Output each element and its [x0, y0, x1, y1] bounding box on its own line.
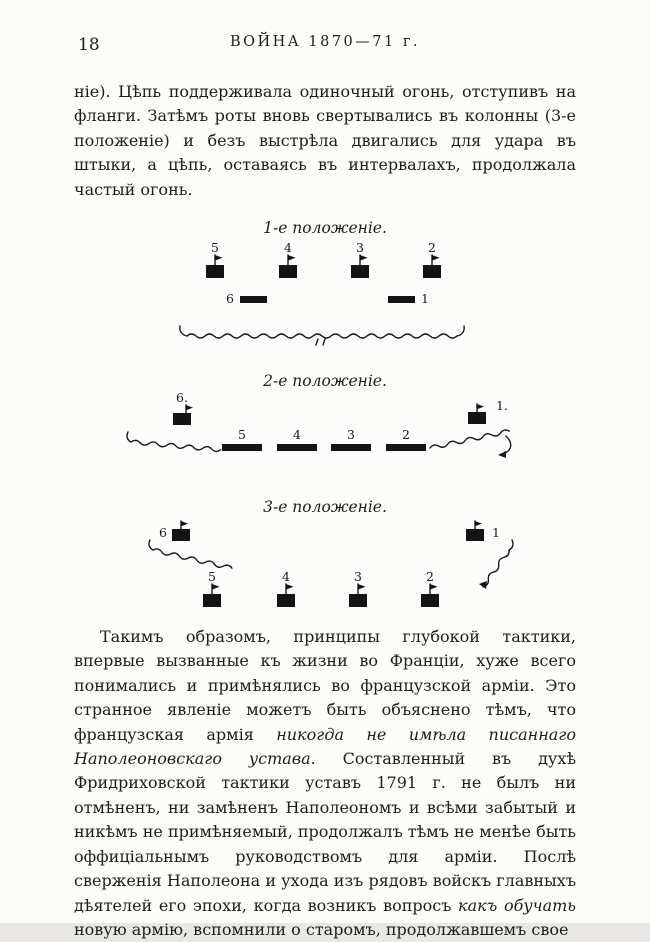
movement-arrow [505, 436, 511, 453]
skirmish-wave-icon [187, 334, 457, 338]
reserve-bar-icon [240, 296, 267, 303]
unit-label: 6 [226, 291, 234, 307]
diagram-caption-2: 2-е положеніе. [263, 372, 387, 391]
unit-label: 5 [208, 569, 216, 585]
unit-column [277, 569, 295, 607]
unit-column [421, 569, 439, 607]
unit-square-icon [421, 594, 439, 607]
reserve-battalions [226, 291, 429, 306]
reserve-bar-icon [388, 296, 415, 303]
unit-label: 5 [238, 427, 246, 443]
line-bar-icon [277, 444, 317, 451]
right-flank-unit [466, 521, 513, 589]
pennant-icon [477, 404, 484, 409]
diagram-3-formation [0, 518, 650, 613]
arrowhead-icon [498, 451, 506, 458]
skirmish-wave-icon [131, 440, 221, 452]
unit-square-icon [423, 265, 441, 278]
unit-label: 3 [347, 427, 355, 443]
line-bar-icon [386, 444, 426, 451]
unit-label: 6 [159, 525, 167, 541]
unit-square-icon [172, 529, 190, 541]
unit-square-icon [206, 265, 224, 278]
pennant-icon [360, 255, 368, 261]
unit-label: 3 [356, 240, 364, 256]
pennant-icon [181, 521, 188, 526]
skirmish-chain [180, 326, 464, 345]
unit-column [279, 240, 297, 278]
unit-label: 2 [426, 569, 434, 585]
unit-square-icon [173, 413, 191, 425]
skirmish-wave-icon [153, 548, 233, 570]
unit-label: 4 [293, 427, 301, 443]
pennant-icon [215, 255, 223, 261]
skirmish-chain [127, 429, 511, 458]
chain-end-curl [149, 540, 153, 550]
diagram-2-formation [0, 392, 650, 487]
unit-column [203, 569, 221, 607]
pennant-icon [475, 521, 482, 526]
unit-column [423, 240, 441, 278]
running-title: ВОЙНА 1870—71 г. [229, 34, 421, 50]
diagram-caption-3: 3-е положеніе. [263, 498, 387, 517]
chain-end-curl [180, 326, 187, 336]
tick-mark [323, 339, 325, 345]
page-header-row [0, 34, 650, 58]
unit-label: 4 [282, 569, 290, 585]
unit-label: 3 [354, 569, 362, 585]
unit-square-icon [468, 412, 486, 424]
unit-label: 1 [421, 291, 429, 307]
left-flank-unit [173, 390, 193, 425]
page-number: 18 [78, 35, 100, 55]
unit-square-icon [351, 265, 369, 278]
body-paragraph: ніе). Цѣпь поддерживала одиночный огонь, отступивъ на фланги. Затѣмъ роты вновь свертывались въ колонны (3-е положеніе) и безъ выстрѣла двигались для удара въ штыки, а цѣпь, оставаясь въ интервалахъ, продолжала частый огонь. [74, 82, 576, 199]
chain-end-curl [509, 540, 513, 550]
unit-label: 1. [496, 398, 508, 414]
body-paragraph: Такимъ образомъ, принципы глубокой тактики, впервые вызванные къ жизни во Франціи, хуже всего понимались и примѣнялись во французской арміи. Это странное явленіе можетъ быть объяснено тѣмъ, что французская армія никогда не имѣла писаннаго Наполеоновскаго устава. Составленный въ духѣ Фридриховской тактики уставъ 1791 г. не былъ ни отмѣненъ, ни замѣненъ Наполеономъ и всѣми забытый и никѣмъ не примѣняемый, продолжалъ тѣмъ не менѣе быть оффиціальнымъ руководствомъ для арміи. Послѣ сверженія Наполеона и ухода изъ рядовъ войскъ главныхъ дѣятелей его эпохи, когда возникъ вопросъ какъ обучать новую армію, вспомнили о старомъ, продолжавшемъ свое [74, 627, 577, 939]
line-bar-icon [222, 444, 262, 451]
unit-label: 2 [402, 427, 410, 443]
unit-label: 5 [211, 240, 219, 256]
pennant-icon [286, 584, 294, 590]
diagram-caption-1: 1-е положеніе. [263, 219, 387, 238]
pennant-icon [358, 584, 366, 590]
chain-end-curl [127, 432, 131, 442]
pennant-icon [288, 255, 296, 261]
unit-square-icon [279, 265, 297, 278]
unit-label: 1 [492, 525, 500, 541]
line-battalions [222, 427, 426, 451]
unit-square-icon [349, 594, 367, 607]
arrowhead-icon [479, 581, 487, 589]
unit-label: 2 [428, 240, 436, 256]
unit-square-icon [277, 594, 295, 607]
right-flank-unit [468, 398, 508, 424]
pennant-icon [212, 584, 220, 590]
unit-square-icon [466, 529, 484, 541]
unit-square-icon [203, 594, 221, 607]
diagram-1-formation [0, 239, 650, 359]
unit-column [206, 240, 224, 278]
pennant-icon [186, 405, 193, 410]
tick-mark [316, 339, 318, 345]
body-text-block [74, 80, 576, 202]
body-text-block [74, 625, 576, 942]
skirmish-wave-icon [430, 429, 510, 450]
left-flank-unit [149, 521, 232, 570]
unit-column [351, 240, 369, 278]
pennant-icon [432, 255, 440, 261]
unit-column [349, 569, 367, 607]
unit-label: 4 [284, 240, 292, 256]
pennant-icon [430, 584, 438, 590]
unit-label: 6. [176, 390, 188, 406]
line-bar-icon [331, 444, 371, 451]
chain-end-curl [457, 326, 464, 336]
